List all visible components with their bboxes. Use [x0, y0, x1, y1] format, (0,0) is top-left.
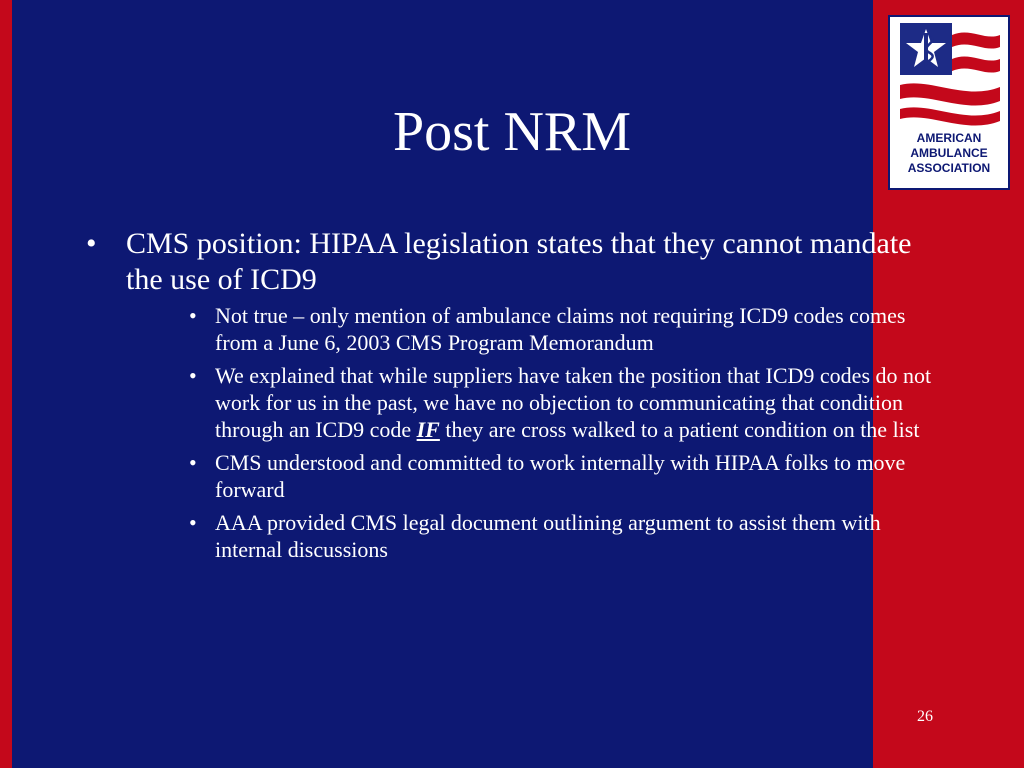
- bullet-icon: •: [189, 303, 197, 328]
- emphasis-if: IF: [416, 417, 440, 442]
- sub-bullet-text-after: they are cross walked to a patient condition on the list: [439, 417, 920, 442]
- slide-title: Post NRM: [392, 101, 632, 163]
- sub-bullet-text-before: We explained that while suppliers have taken the position that ICD9 codes do not work for us in the past, we have no objection to communicating that condition through an ICD9 code: [215, 363, 932, 442]
- sub-bullet-we-explained: [189, 362, 936, 443]
- logo-line-american: AMERICAN: [916, 131, 982, 145]
- logo-line-ambulance: AMBULANCE: [910, 146, 988, 160]
- sub-bullet-aaa-provided: [189, 509, 936, 563]
- bullet-icon: •: [189, 450, 197, 475]
- bullet-list: [86, 226, 936, 569]
- bullet-icon: •: [189, 510, 197, 535]
- sub-bullet-cms-understood: [189, 449, 936, 503]
- logo-line-association: ASSOCIATION: [907, 161, 991, 175]
- bullet-icon: •: [189, 363, 197, 388]
- page-number: 26: [917, 708, 933, 725]
- bullet-icon: •: [86, 227, 97, 260]
- sub-bullet-text: AAA provided CMS legal document outlining argument to assist them with internal discussions: [215, 510, 881, 562]
- sub-bullet-text: Not true – only mention of ambulance claims not requiring ICD9 codes comes from a June 6, 2003 CMS Program Memorandum: [215, 303, 906, 355]
- sub-bullet-text: CMS understood and committed to work internally with HIPAA folks to move forward: [215, 450, 906, 502]
- bullet-cms-position: [86, 226, 936, 563]
- sub-bullet-list: [126, 302, 936, 563]
- bullet-text: CMS position: HIPAA legislation states that they cannot mandate the use of ICD9: [126, 227, 912, 296]
- sub-bullet-not-true: [189, 302, 936, 356]
